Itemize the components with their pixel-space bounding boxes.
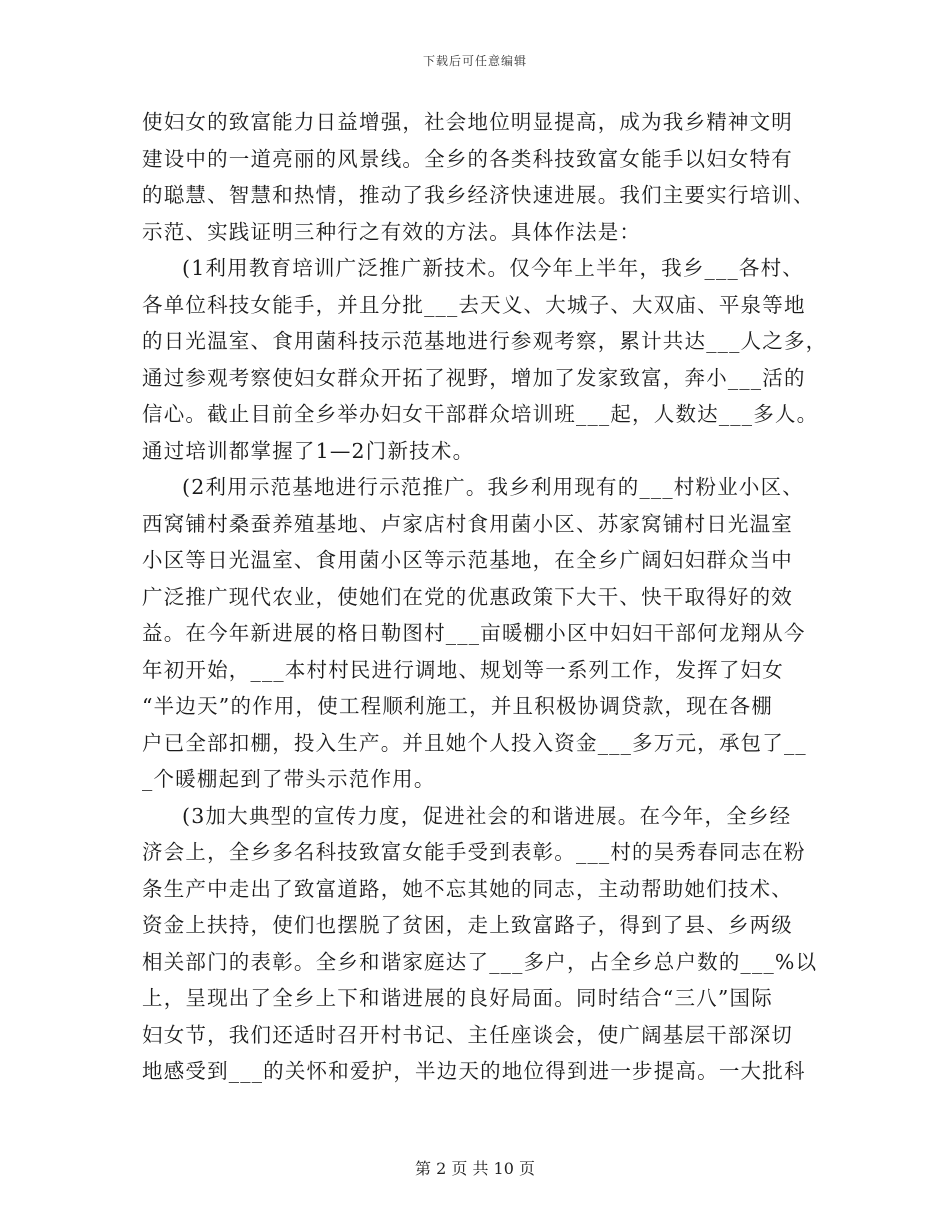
text-line: 相关部门的表彰。全乡和谐家庭达了___多户，占全乡总户数的___%以	[142, 949, 818, 974]
text-line: 示范、实践证明三种行之有效的方法。具体作法是：	[142, 219, 642, 244]
text-line: 年初开始，___本村村民进行调地、规划等一系列工作，发挥了妇女	[142, 657, 784, 682]
paragraph-start-line: (3加大典型的宣传力度，促进社会的和谐进展。在今年，全乡经	[182, 803, 792, 828]
text-line: 广泛推广现代农业，使她们在党的优惠政策下大干、快干取得好的效	[142, 584, 793, 609]
text-line: 资金上扶持，使们也摆脱了贫困，走上致富路子，得到了县、乡两级	[142, 913, 793, 937]
text-line: “半边天”的作用，使工程顺利施工，并且积极协调贷款，现在各棚	[142, 694, 773, 718]
text-line: 通过参观考察使妇女群众开拓了视野，增加了发家致富，奔小___活的	[142, 365, 806, 390]
text-line: 户已全部扣棚，投入生产。并且她个人投入资金___多万元，承包了__	[142, 730, 807, 755]
text-line: 小区等日光温室、食用菌小区等示范基地，在全乡广阔妇妇群众当中	[142, 548, 793, 572]
text-line: 使妇女的致富能力日益增强，社会地位明显提高，成为我乡精神文明	[142, 110, 793, 134]
document-body	[142, 104, 828, 1090]
text-line: 济会上，全乡多名科技致富女能手受到表彰。___村的吴秀春同志在粉	[142, 840, 806, 864]
text-line: 条生产中走出了致富道路，她不忘其她的同志，主动帮助她们技术、	[142, 876, 793, 901]
text-line: 信心。截止目前全乡举办妇女干部群众培训班___起，人数达___多人。	[142, 402, 819, 426]
text-line: 妇女节，我们还适时召开村书记、主任座谈会，使广阔基层干部深切	[142, 1022, 793, 1047]
text-line: 的聪慧、智慧和热情，推动了我乡经济快速进展。我们主要实行培训、	[142, 183, 815, 207]
page-number-footer: 第 2 页 共 10 页	[415, 1159, 535, 1178]
text-line: 的日光温室、食用菌科技示范基地进行参观考察，累计共达___人之多，	[142, 329, 828, 353]
text-line: 地感受到___的关怀和爱护，半边天的地位得到进一步提高。一大批科	[142, 1059, 806, 1083]
text-line: 建设中的一道亮丽的风景线。全乡的各类科技致富女能手以妇女特有	[142, 146, 793, 171]
text-line: _个暖棚起到了带头示范作用。	[142, 767, 436, 791]
page-header: 下载后可任意编辑	[422, 54, 527, 68]
text-line: 各单位科技女能手，并且分批___去天义、大城子、大双庙、平泉等地	[142, 292, 806, 317]
paragraph-start-line: (2利用示范基地进行示范推广。我乡利用现有的___村粉业小区、	[182, 475, 804, 499]
text-line: 上，呈现出了全乡上下和谐进展的良好局面。同时结合“三八”国际	[142, 986, 773, 1010]
text-line: 通过培训都掌握了1—2门新技术。	[142, 438, 475, 463]
text-line: 西窝铺村桑蚕养殖基地、卢家店村食用菌小区、苏家窝铺村日光温室	[142, 511, 793, 536]
paragraph-start-line: (1利用教育培训广泛推广新技术。仅今年上半年，我乡___各村、	[182, 256, 804, 280]
text-line: 益。在今年新进展的格日勒图村___亩暖棚小区中妇妇干部何龙翔从今	[142, 621, 806, 645]
